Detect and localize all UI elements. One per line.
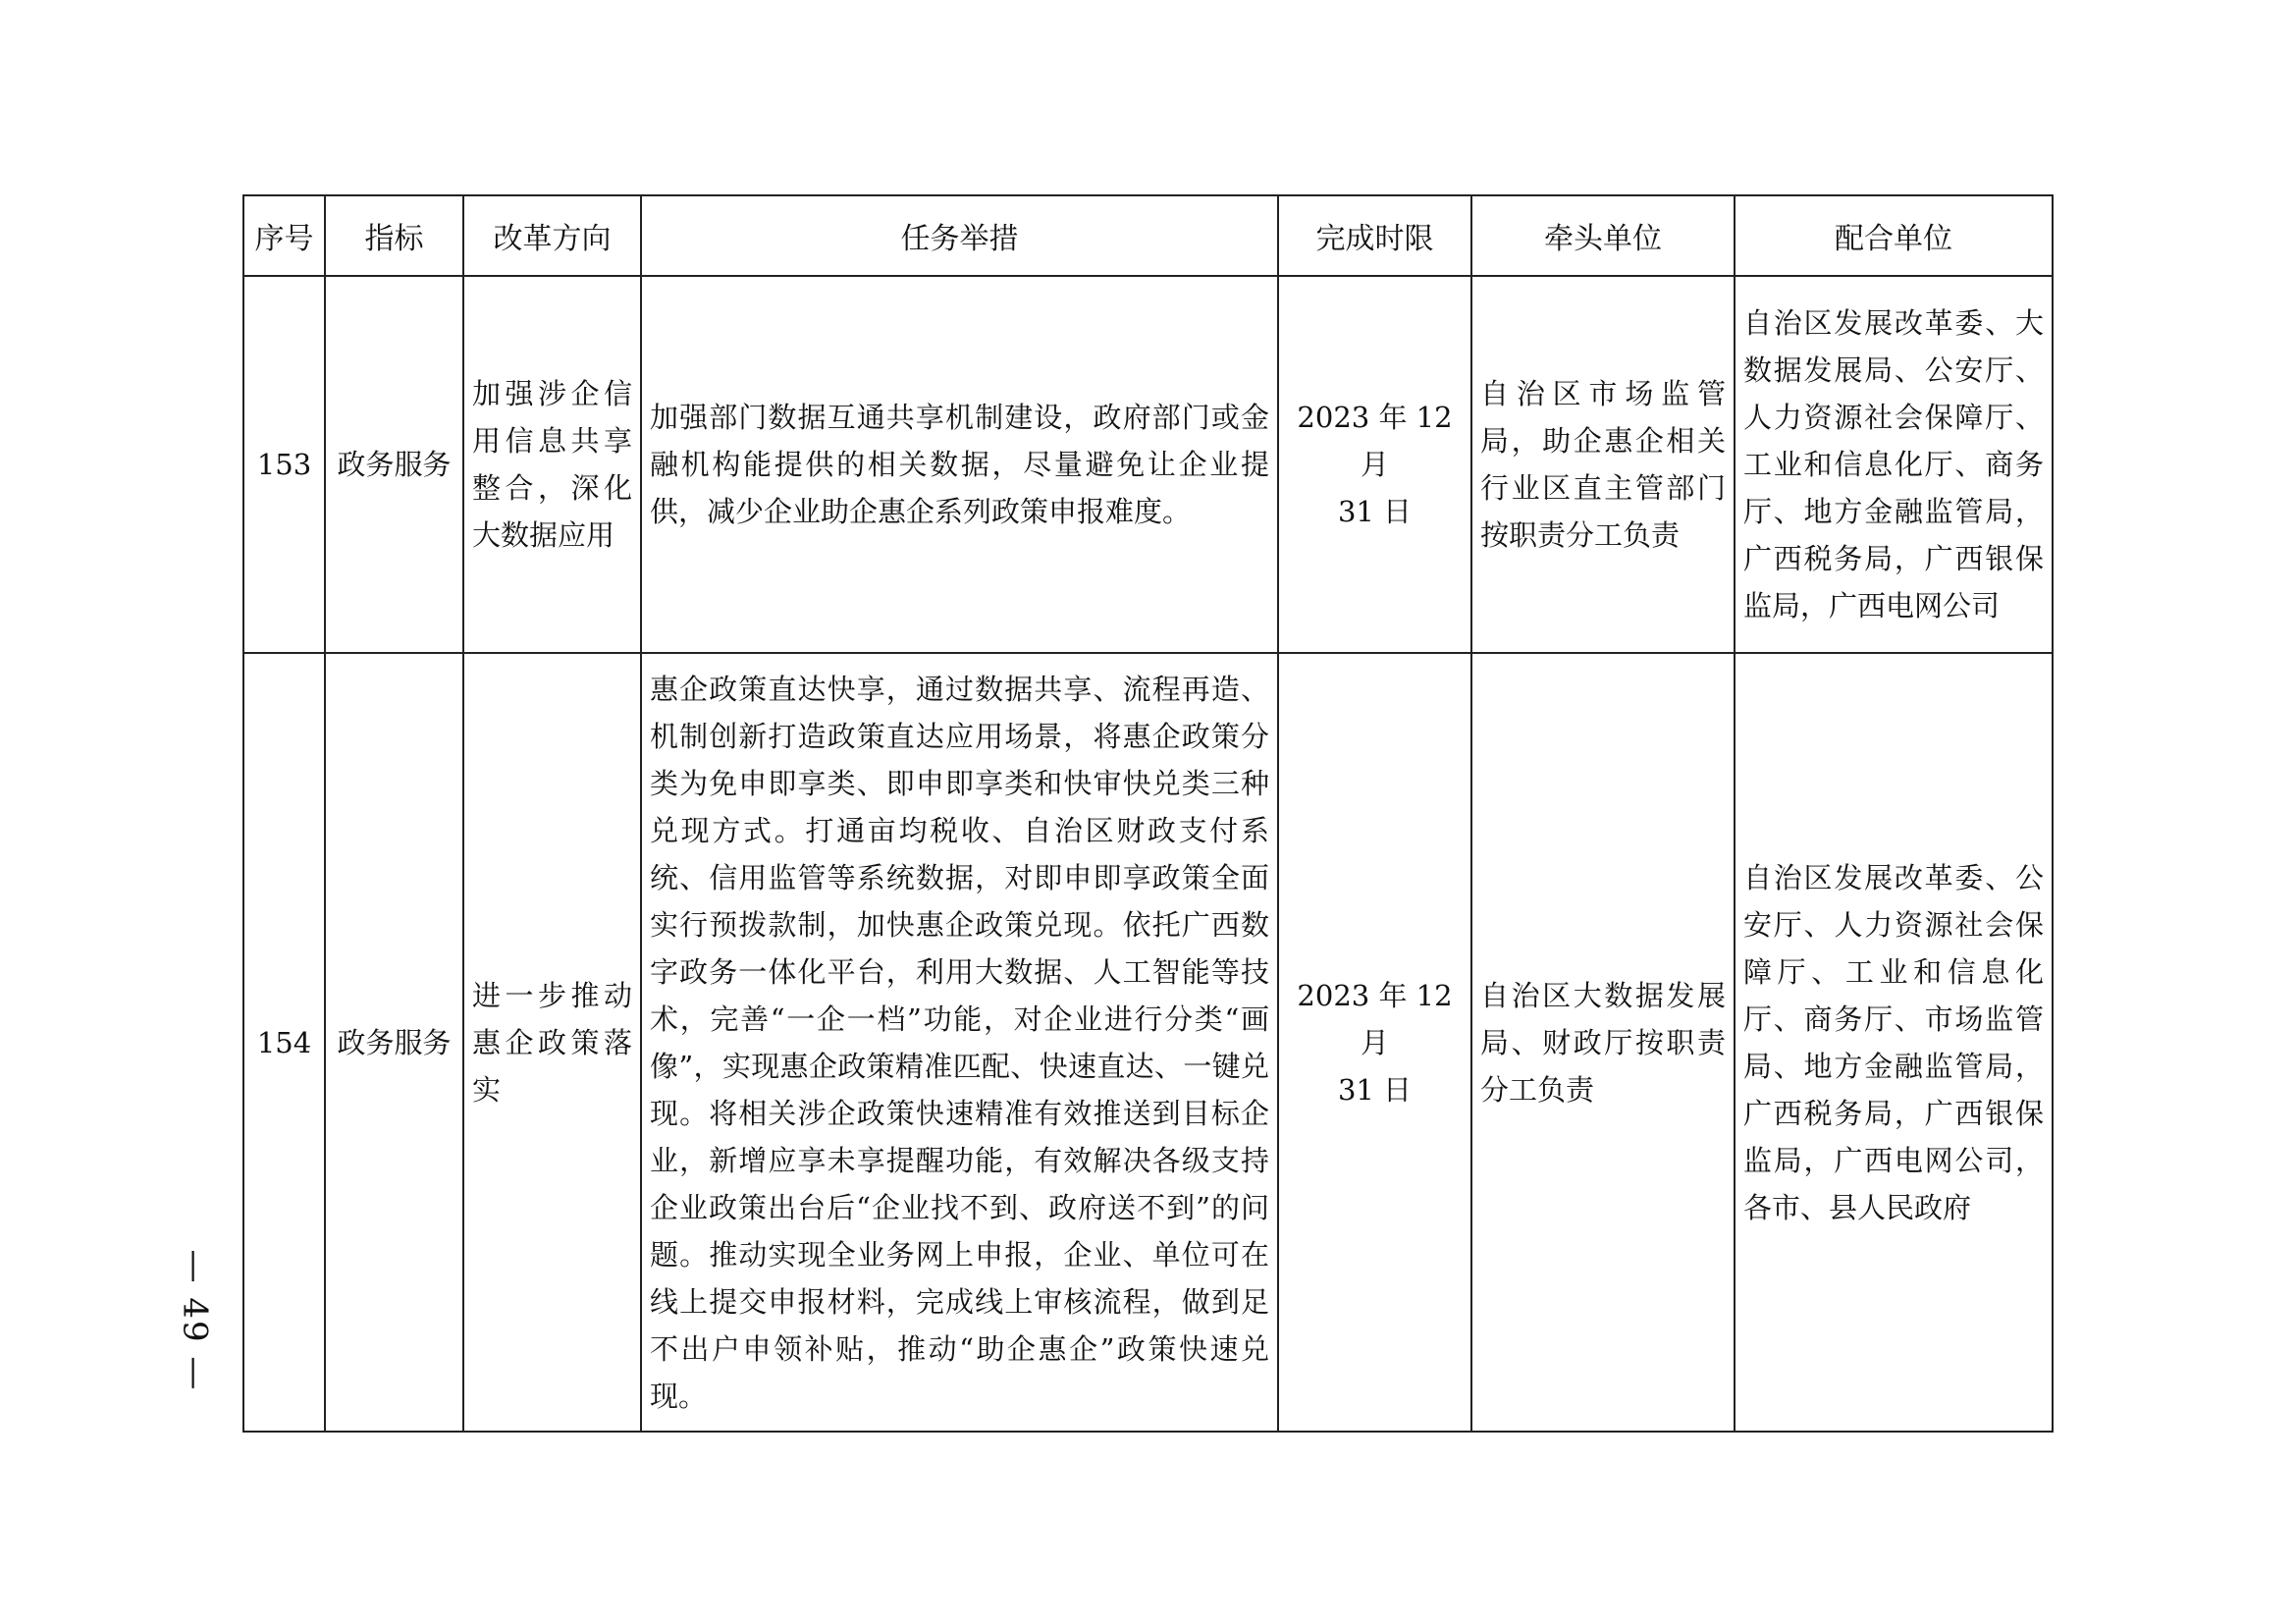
deadline-day: 31 日	[1337, 1072, 1413, 1107]
policy-table	[242, 194, 2054, 1433]
cell-task: 惠企政策直达快享，通过数据共享、流程再造、机制创新打造政策直达应用场景，将惠企政策分类为免申即享类、即申即享类和快审快兑类三种兑现方式。打通亩均税收、自治区财政支付系统、信用监管等系统数据，对即申即享政策全面实行预拨款制，加快惠企政策兑现。依托广西数字政务一体化平台，利用大数据、人工智能等技术，完善“一企一档”功能，对企业进行分类“画像”，实现惠企政策精准匹配、快速直达、一键兑现。将相关涉企政策快速精准有效推送到目标企业，新增应享未享提醒功能，有效解决各级支持企业政策出台后“企业找不到、政府送不到”的问题。推动实现全业务网上申报，企业、单位可在线上提交申报材料，完成线上审核流程，做到足不出户申领补贴，推动“助企惠企”政策快速兑现。	[641, 653, 1278, 1432]
cell-direction: 进一步推动惠企政策落实	[463, 653, 641, 1432]
cell-direction: 加强涉企信用信息共享整合，深化大数据应用	[463, 276, 641, 653]
cell-partners: 自治区发展改革委、公安厅、人力资源社会保障厅、工业和信息化厅、商务厅、市场监管局、地方金融监管局，广西税务局，广西银保监局，广西电网公司，各市、县人民政府	[1735, 653, 2053, 1432]
cell-indicator: 政务服务	[325, 276, 463, 653]
cell-task: 加强部门数据互通共享机制建设，政府部门或金融机构能提供的相关数据，尽量避免让企业提供，减少企业助企惠企系列政策申报难度。	[641, 276, 1278, 653]
cell-indicator: 政务服务	[325, 653, 463, 1432]
deadline-date: 2023 年 12 月	[1297, 978, 1453, 1059]
header-seq: 序号	[243, 195, 325, 276]
cell-partners: 自治区发展改革委、大数据发展局、公安厅、人力资源社会保障厅、工业和信息化厅、商务厅、地方金融监管局，广西税务局，广西银保监局，广西电网公司	[1735, 276, 2053, 653]
cell-lead: 自治区市场监管局，助企惠企相关行业区直主管部门按职责分工负责	[1471, 276, 1735, 653]
cell-seq: 154	[243, 653, 325, 1432]
cell-deadline	[1278, 276, 1471, 653]
page-number-text: — 49 —	[175, 1249, 215, 1392]
header-direction: 改革方向	[463, 195, 641, 276]
cell-lead: 自治区大数据发展局、财政厅按职责分工负责	[1471, 653, 1735, 1432]
table-row	[243, 653, 2053, 1432]
cell-deadline	[1278, 653, 1471, 1432]
header-indicator: 指标	[325, 195, 463, 276]
header-deadline: 完成时限	[1278, 195, 1471, 276]
table-row	[243, 276, 2053, 653]
header-lead: 牵头单位	[1471, 195, 1735, 276]
cell-seq: 153	[243, 276, 325, 653]
deadline-day: 31 日	[1337, 495, 1413, 528]
page-number	[165, 1232, 224, 1409]
table-header-row	[243, 195, 2053, 276]
deadline-date: 2023 年 12 月	[1297, 401, 1453, 481]
header-partners: 配合单位	[1735, 195, 2053, 276]
header-task: 任务举措	[641, 195, 1278, 276]
